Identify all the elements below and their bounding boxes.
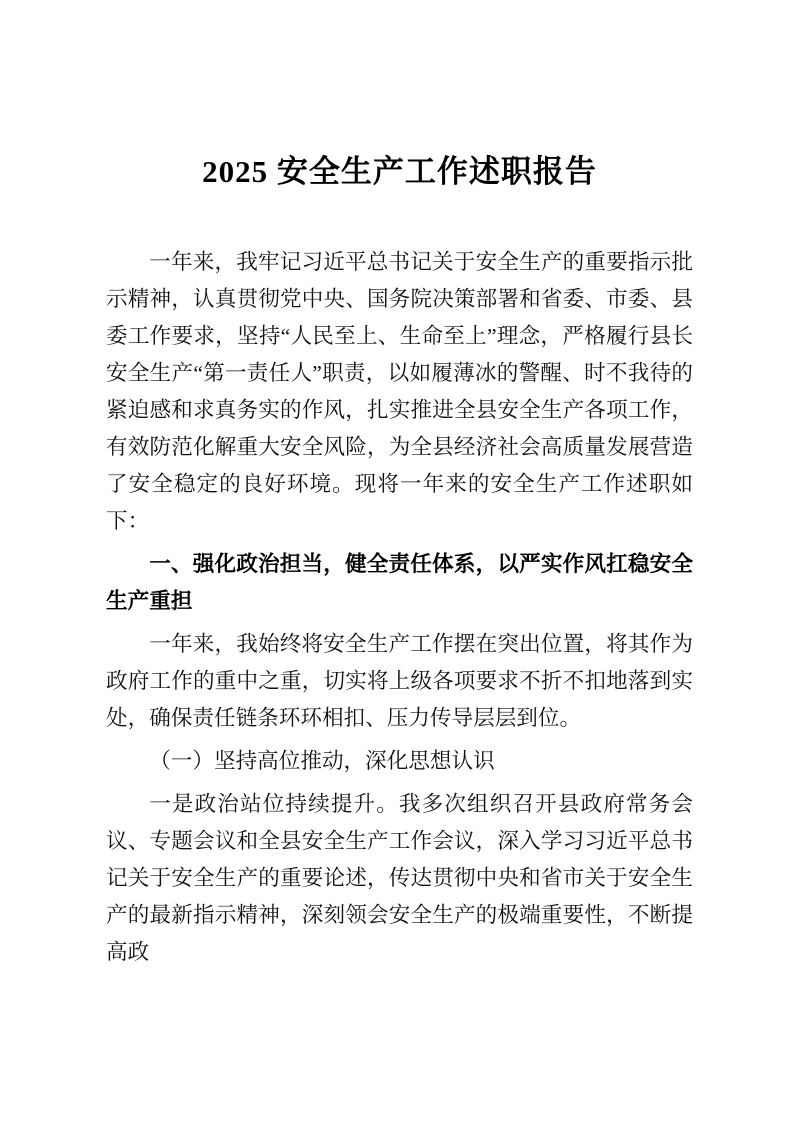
paragraph-section-one-intro: 一年来，我始终将安全生产工作摆在突出位置，将其作为政府工作的重中之重，切实将上级各项要求不折不扣地落到实处，确保责任链条环环相扣、压力传导层层到位。 <box>106 632 693 730</box>
paragraph-intro: 一年来，我牢记习近平总书记关于安全生产的重要指示批示精神，认真贯彻党中央、国务院决策部署和省委、市委、县委工作要求，坚持“人民至上、生命至上”理念，严格履行县长安全生产“第一责任人”职责，以如履薄冰的警醒、时不我待的紧迫感和求真务实的作风，扎实推进全县安全生产各项工作，有效防范化解重大安全风险，为全县经济社会高质量发展营造了安全稳定的良好环境。现将一年来的安全生产工作述职如下： <box>106 250 693 533</box>
subsection-heading-one-one: （一）坚持高位推动，深化思想认识 <box>149 749 495 773</box>
paragraph-subsection-body: 一是政治站位持续提升。我多次组织召开县政府常务会议、专题会议和全县安全生产工作会议，深入学习习近平总书记关于安全生产的重要论述，传达贯彻中央和省市关于安全生产的最新指示精神，深刻领会安全生产的极端重要性，不断提高政 <box>106 792 693 964</box>
section-heading-one: 一、强化政治担当，健全责任体系，以严实作风扛稳安全生产重担 <box>106 552 693 613</box>
report-title: 2025 安全生产工作述职报告 <box>202 154 597 189</box>
